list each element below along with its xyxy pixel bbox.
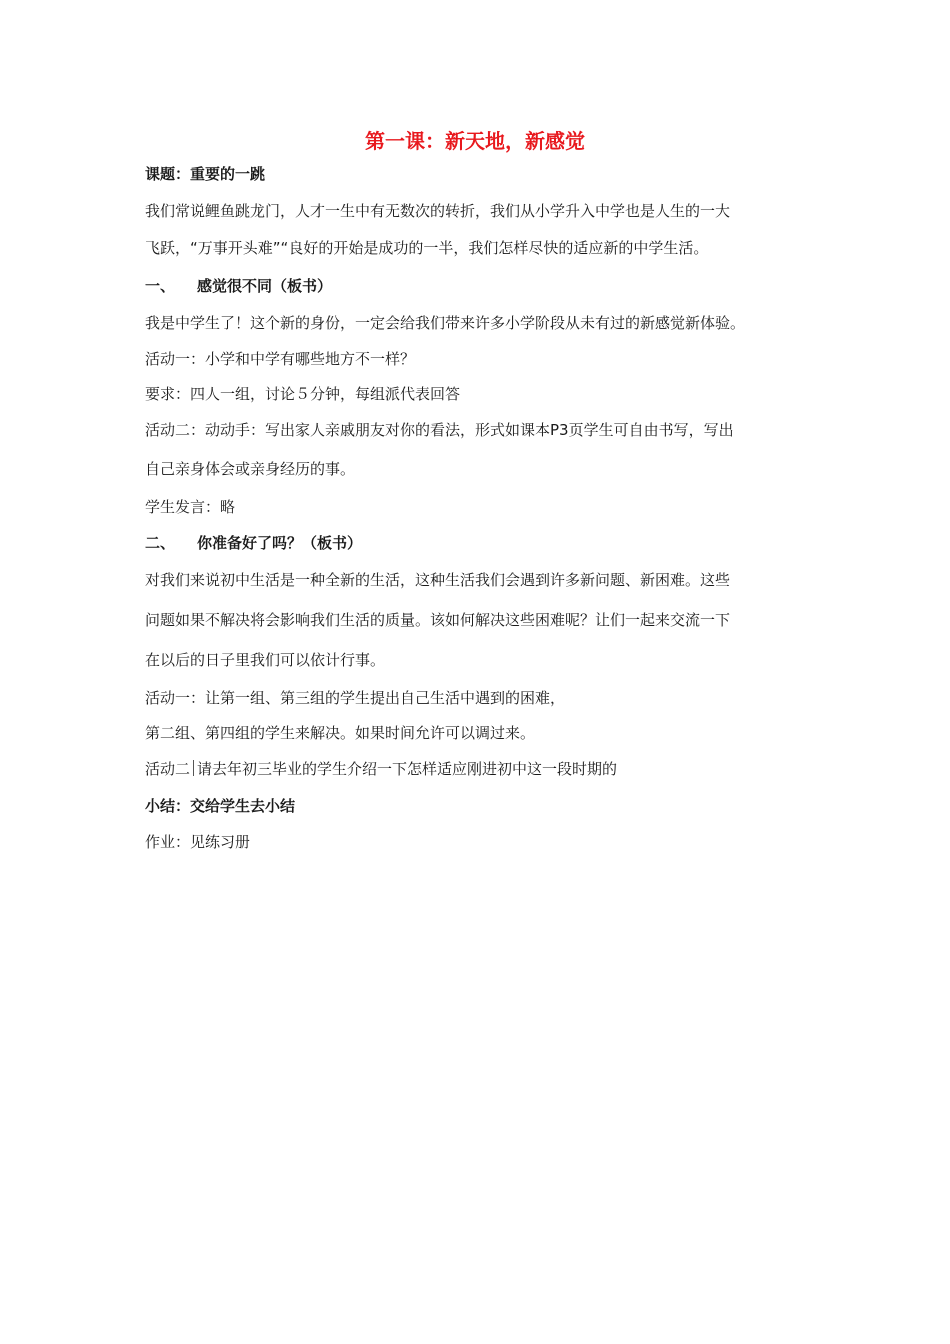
text-cursor-bar: [193, 760, 194, 776]
section-2-heading: [145, 533, 362, 553]
section-2-activity-2: [145, 759, 617, 779]
intro-line-2: 飞跃，“万事开头难”“良好的开始是成功的一半，我们怎样尽快的适应新的中学生活。: [145, 239, 709, 257]
section-1-title: 感觉很不同（板书）: [197, 277, 333, 295]
section-2-line: 活动一：让第一组、第三组的学生提出自己生活中遇到的困难，: [145, 689, 566, 707]
section-2-line: 对我们来说初中生活是一种全新的生活，这种生活我们会遇到许多新问题、新困难。这些: [145, 571, 731, 589]
section-2-number: 二、: [145, 534, 176, 552]
section-1-line: 自己亲身体会或亲身经历的事。: [145, 460, 356, 478]
section-2-line: 问题如果不解决将会影响我们生活的质量。该如何解决这些困难呢？让们一起来交流一下: [145, 611, 731, 629]
section-2-title: 你准备好了吗？（板书）: [197, 534, 363, 552]
section-1-number: 一、: [145, 277, 176, 295]
section-1-line: 活动一：小学和中学有哪些地方不一样？: [145, 350, 416, 368]
homework-line: 作业：见练习册: [145, 833, 251, 851]
topic-line: 课题：重要的一跳: [145, 165, 266, 183]
intro-line-1: 我们常说鲤鱼跳龙门，人才一生中有无数次的转折，我们从小学升入中学也是人生的一大: [145, 202, 731, 220]
section-2-line: 在以后的日子里我们可以依计行事。: [145, 651, 386, 669]
section-2-line: 第二组、第四组的学生来解决。如果时间允许可以调过来。: [145, 724, 536, 742]
activity-2-text: 请去年初三毕业的学生介绍一下怎样适应刚进初中这一段时期的: [197, 760, 618, 778]
activity-2-prefix: 活动二: [145, 760, 191, 778]
section-1-heading: [145, 276, 332, 296]
document-title: 第一课：新天地，新感觉: [365, 129, 585, 153]
section-1-line: 我是中学生了！这个新的身份，一定会给我们带来许多小学阶段从未有过的新感觉新体验。: [145, 314, 746, 332]
section-1-line: 活动二：动动手：写出家人亲戚朋友对你的看法，形式如课本P3页学生可自由书写，写出: [145, 421, 734, 439]
summary-line: 小结：交给学生去小结: [145, 797, 296, 815]
section-1-line: 要求：四人一组，讨论５分钟，每组派代表回答: [145, 385, 461, 403]
section-1-line: 学生发言：略: [145, 498, 236, 516]
